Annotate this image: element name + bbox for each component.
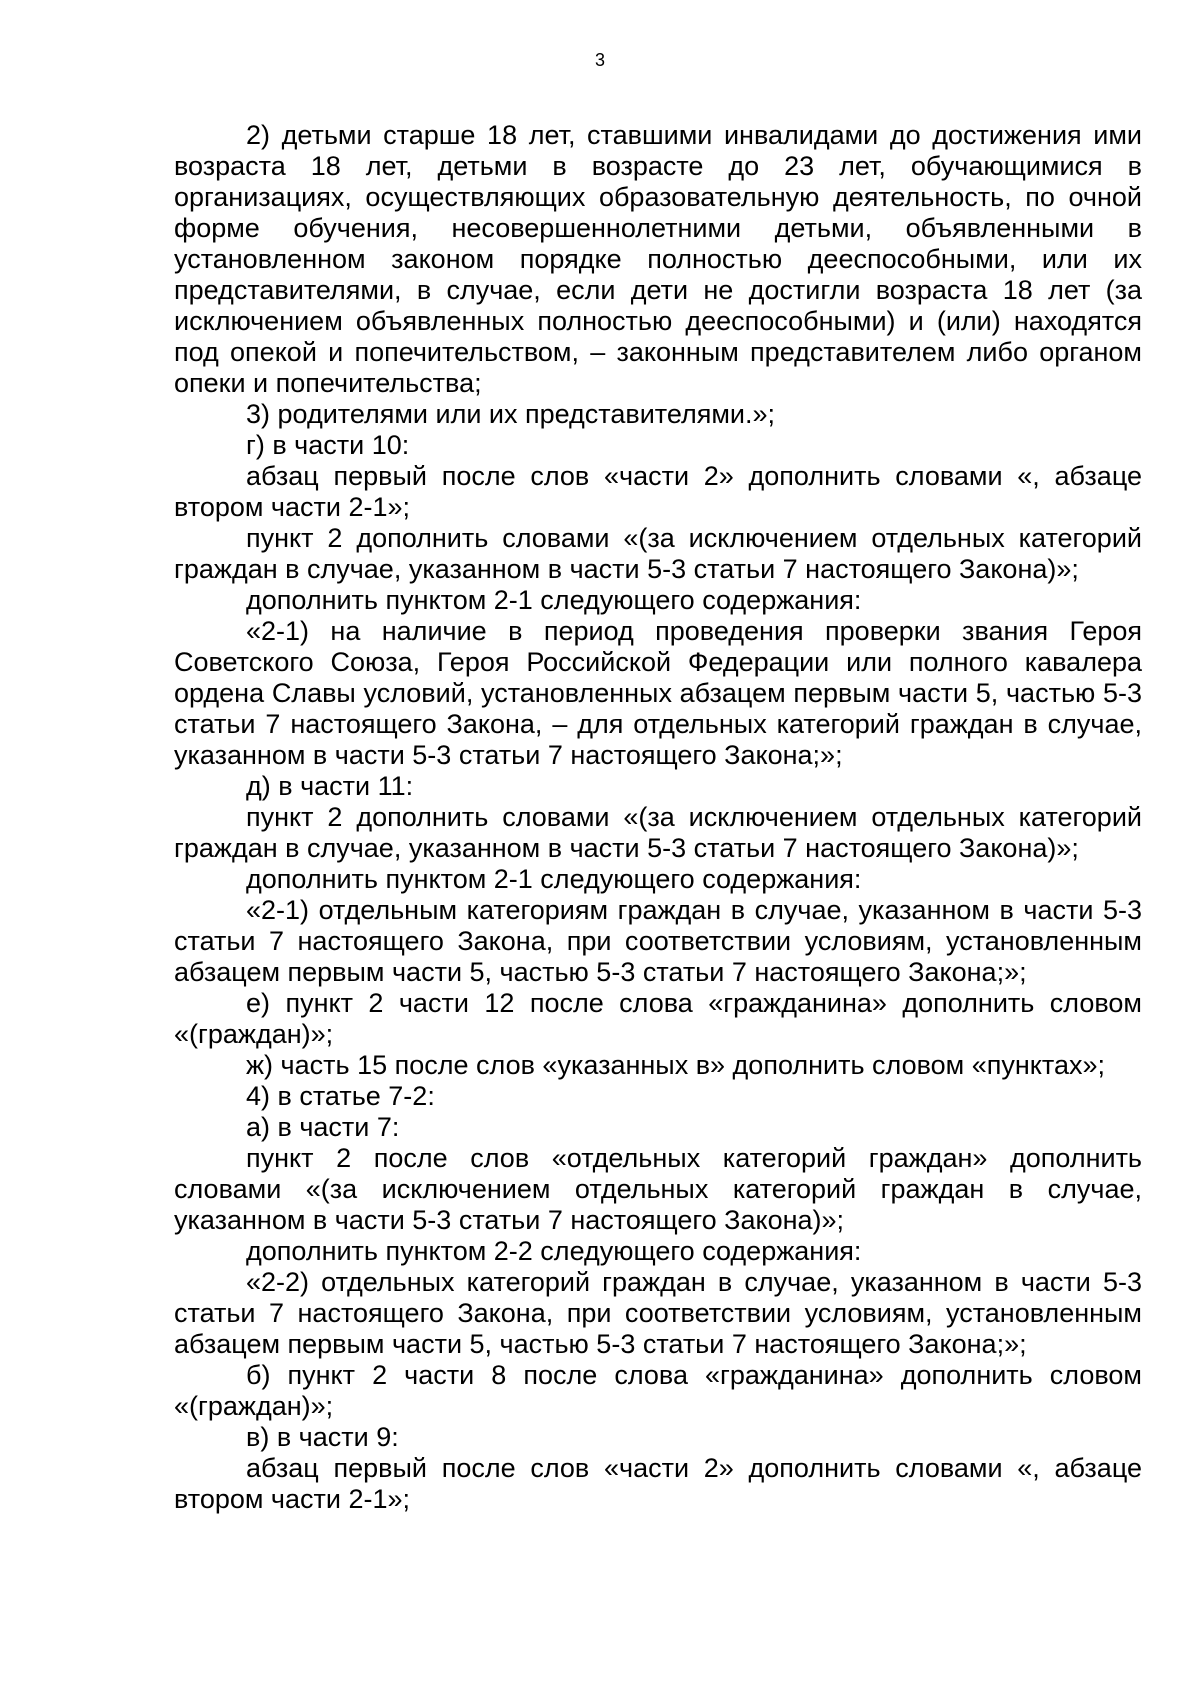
paragraph: ж) часть 15 после слов «указанных в» дополнить словом «пунктах»;	[246, 1050, 1106, 1080]
paragraph: 4) в статье 7-2:	[246, 1081, 435, 1111]
page-number: 3	[594, 50, 605, 70]
paragraph: «2-2) отдельных категорий граждан в случае, указанном в части 5-3 статьи 7 настоящего Закона, при соответствии условиям, установленным абзацем первым части 5, частью 5-3 статьи 7 настоящего Закона;»;	[174, 1267, 1142, 1359]
paragraph: дополнить пунктом 2-1 следующего содержания:	[246, 585, 862, 615]
paragraph: дополнить пунктом 2-1 следующего содержания:	[246, 864, 862, 894]
document-body	[174, 120, 1142, 1515]
paragraph: б) пункт 2 части 8 после слова «гражданина» дополнить словом «(граждан)»;	[174, 1360, 1142, 1421]
paragraph: «2-1) отдельным категориям граждан в случае, указанном в части 5-3 статьи 7 настоящего Закона, при соответствии условиям, установленным абзацем первым части 5, частью 5-3 статьи 7 настоящего Закона;»;	[174, 895, 1142, 987]
paragraph: в) в части 9:	[246, 1422, 399, 1452]
paragraph: абзац первый после слов «части 2» дополнить словами «, абзаце втором части 2-1»;	[174, 461, 1142, 522]
paragraph: 2) детьми старше 18 лет, ставшими инвалидами до достижения ими возраста 18 лет, детьми в возрасте до 23 лет, обучающимися в организациях, осуществляющих образовательную деятельность, по очной форме обучения, несовершеннолетними детьми, объявленными в установленном законом порядке полностью дееспособными, или их представителями, в случае, если дети не достигли возраста 18 лет (за исключением объявленных полностью дееспособными) и (или) находятся под опекой и попечительством, – законным представителем либо органом опеки и попечительства;	[174, 120, 1142, 398]
paragraph: е) пункт 2 части 12 после слова «гражданина» дополнить словом «(граждан)»;	[174, 988, 1142, 1049]
paragraph: д) в части 11:	[246, 771, 414, 801]
paragraph: «2-1) на наличие в период проведения проверки звания Героя Советского Союза, Героя Российской Федерации или полного кавалера ордена Славы условий, установленных абзацем первым части 5, частью 5-3 статьи 7 настоящего Закона, – для отдельных категорий граждан в случае, указанном в части 5-3 статьи 7 настоящего Закона;»;	[174, 616, 1142, 770]
paragraph: г) в части 10:	[246, 430, 410, 460]
paragraph: 3) родителями или их представителями.»;	[246, 399, 776, 429]
paragraph: дополнить пунктом 2-2 следующего содержания:	[246, 1236, 862, 1266]
paragraph: а) в части 7:	[246, 1112, 400, 1142]
paragraph: пункт 2 дополнить словами «(за исключением отдельных категорий граждан в случае, указанном в части 5-3 статьи 7 настоящего Закона)»;	[174, 523, 1142, 584]
paragraph: пункт 2 дополнить словами «(за исключением отдельных категорий граждан в случае, указанном в части 5-3 статьи 7 настоящего Закона)»;	[174, 802, 1142, 863]
paragraph: абзац первый после слов «части 2» дополнить словами «, абзаце втором части 2-1»;	[174, 1453, 1142, 1514]
paragraph: пункт 2 после слов «отдельных категорий граждан» дополнить словами «(за исключением отдельных категорий граждан в случае, указанном в части 5-3 статьи 7 настоящего Закона)»;	[174, 1143, 1142, 1235]
